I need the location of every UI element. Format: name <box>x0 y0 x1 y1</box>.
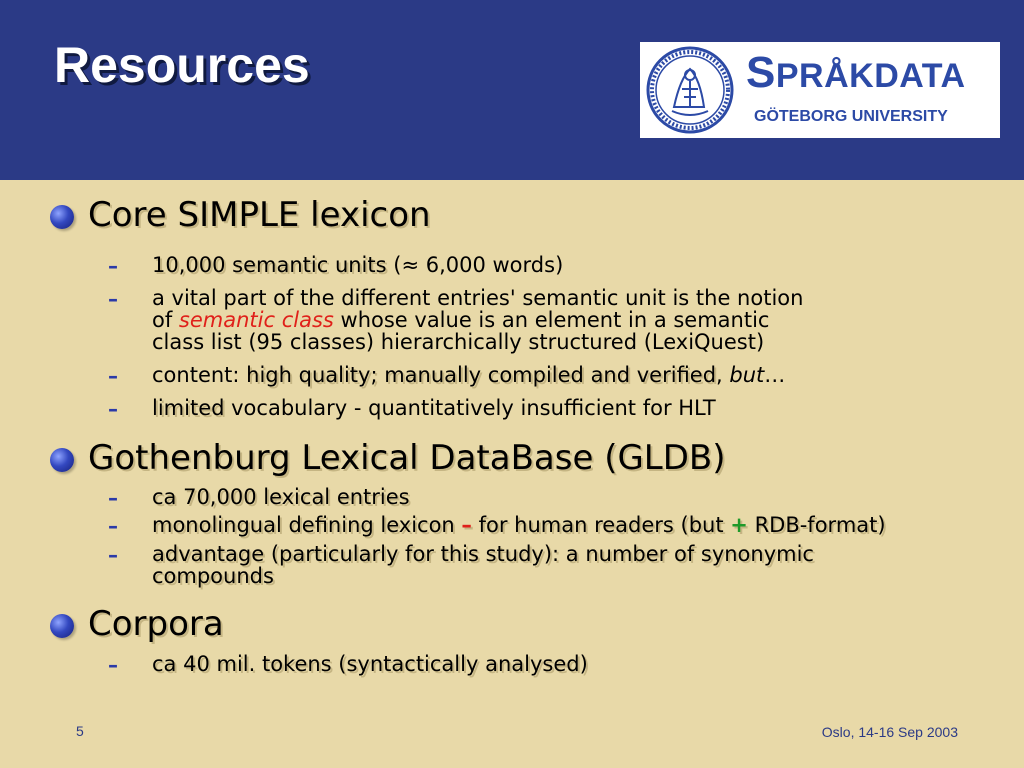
list-item: limited vocabulary - quantitatively insufficient for HLT <box>152 396 716 420</box>
bullet-icon <box>50 448 74 472</box>
list-item: monolingual defining lexicon – for human readers (but + RDB-format) <box>152 513 886 537</box>
dash-bullet-icon: – <box>108 287 118 311</box>
dash-bullet-icon: – <box>108 653 118 677</box>
logo-wordmark: SPRÅKDATA <box>746 48 966 97</box>
list-item: content: high quality; manually compiled and verified, but… <box>152 363 786 387</box>
list-item: ca 40 mil. tokens (syntactically analysed) <box>152 652 588 676</box>
dash-bullet-icon: – <box>108 364 118 388</box>
dash-bullet-icon: – <box>108 397 118 421</box>
logo-subtitle: GÖTEBORG UNIVERSITY <box>754 108 948 125</box>
list-item: a vital part of the different entries' semantic unit is the notion of semantic class whose value is an element in a semantic class list (95 classes) hierarchically structured (LexiQuest) <box>152 286 804 354</box>
dash-bullet-icon: – <box>108 514 118 538</box>
bullet-icon <box>50 205 74 229</box>
footer-date: Oslo, 14-16 Sep 2003 <box>821 724 958 740</box>
slide-title: Resources <box>54 37 310 93</box>
section-heading: Corpora <box>88 604 224 644</box>
bullet-icon <box>50 614 74 638</box>
page-number: 5 <box>76 723 84 739</box>
list-item: ca 70,000 lexical entries <box>152 485 410 509</box>
list-item: advantage (particularly for this study): a number of synonymic compounds <box>152 542 814 588</box>
dash-bullet-icon: – <box>108 543 118 567</box>
section-heading: Gothenburg Lexical DataBase (GLDB) <box>88 438 726 478</box>
list-item: 10,000 semantic units (≈ 6,000 words) <box>152 253 564 277</box>
section-heading: Core SIMPLE lexicon <box>88 195 431 235</box>
dash-bullet-icon: – <box>108 254 118 278</box>
dash-bullet-icon: – <box>108 486 118 510</box>
